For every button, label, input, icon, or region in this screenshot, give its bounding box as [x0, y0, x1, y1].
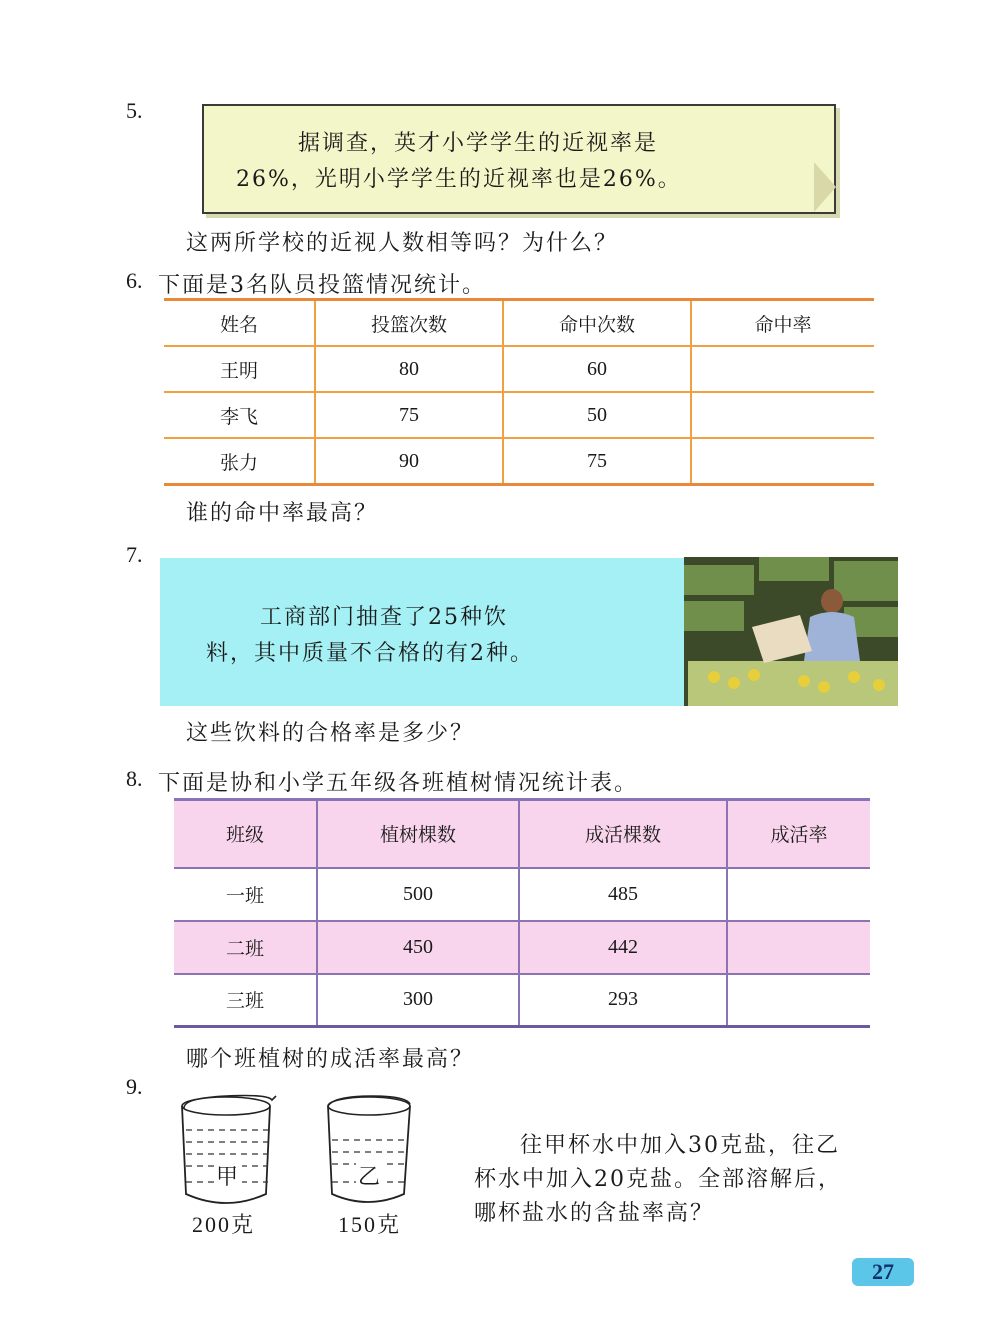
page-curl-decoration: [814, 162, 836, 212]
class-name: 一班: [225, 884, 264, 907]
survey-note-box: [202, 104, 836, 214]
table-row: [174, 868, 870, 921]
survived-cell: 485: [519, 868, 727, 921]
hit-rate-cell: [691, 438, 874, 485]
attempts-cell: 80: [315, 346, 503, 392]
tree-planting-table: [174, 798, 870, 1028]
question-8-intro: 下面是协和小学五年级各班植树情况统计表。: [158, 771, 639, 796]
header-hit-rate: 命中率: [691, 300, 874, 347]
shooting-stats-table: [164, 298, 874, 486]
question-8-number: 8.: [126, 766, 143, 791]
table-header-row: [174, 800, 870, 868]
beaker-a-label: 甲: [214, 1160, 242, 1191]
table-row: [174, 921, 870, 974]
hit-rate-cell: [691, 346, 874, 392]
beaker-b-label: 乙: [356, 1160, 384, 1191]
inspection-note-line-2: 料，其中质量不合格的有2种。: [206, 641, 534, 666]
player-name: 张力: [219, 451, 258, 474]
beaker-b-weight: 150克: [338, 1212, 402, 1237]
class-name: 二班: [225, 937, 264, 960]
question-9-line-3: 哪杯盐水的含盐率高？: [474, 1201, 715, 1226]
inspector-photo: [684, 557, 898, 706]
header-attempts: 投篮次数: [315, 300, 503, 347]
planted-cell: 500: [317, 868, 519, 921]
question-6-number: 6.: [126, 268, 143, 293]
header-survival-rate: 成活率: [727, 800, 870, 868]
attempts-cell: 90: [315, 438, 503, 485]
question-5-number: 5.: [126, 98, 143, 123]
inspection-note-box: [160, 558, 684, 706]
question-7-number: 7.: [126, 542, 143, 567]
question-9-number: 9.: [126, 1074, 143, 1099]
header-planted: 植树棵数: [317, 800, 519, 868]
question-9-line-1: 往甲杯水中加入30克盐，往乙: [520, 1133, 840, 1158]
question-6-text: 谁的命中率最高？: [186, 501, 379, 526]
player-name: 李飞: [219, 405, 258, 428]
header-survived: 成活棵数: [519, 800, 727, 868]
question-6-intro: 下面是3名队员投篮情况统计。: [158, 273, 486, 298]
survival-rate-cell: [727, 868, 870, 921]
question-7-text: 这些饮料的合格率是多少？: [186, 721, 475, 746]
beaker-a-weight: 200克: [192, 1212, 256, 1237]
hits-cell: 75: [503, 438, 691, 485]
hits-cell: 50: [503, 392, 691, 438]
question-9-line-2: 杯水中加入20克盐。全部溶解后，: [474, 1167, 842, 1192]
planted-cell: 300: [317, 974, 519, 1027]
survived-cell: 293: [519, 974, 727, 1027]
hits-cell: 60: [503, 346, 691, 392]
page-number-badge: 27: [852, 1258, 914, 1286]
planted-cell: 450: [317, 921, 519, 974]
class-name: 三班: [225, 990, 264, 1013]
survival-rate-cell: [727, 921, 870, 974]
table-row: [174, 974, 870, 1027]
header-name: 姓名: [219, 313, 258, 336]
survey-note-line-2: 26%，光明小学学生的近视率也是26%。: [236, 167, 682, 192]
attempts-cell: 75: [315, 392, 503, 438]
header-hits: 命中次数: [503, 300, 691, 347]
player-name: 王明: [219, 359, 258, 382]
inspection-note-line-1: 工商部门抽查了25种饮: [260, 605, 508, 630]
table-header-row: [164, 300, 874, 347]
table-row: [164, 346, 874, 392]
inspector-illustration: [684, 557, 898, 706]
question-8-text: 哪个班植树的成活率最高？: [186, 1047, 475, 1072]
question-5-text: 这两所学校的近视人数相等吗？为什么？: [186, 231, 619, 256]
table-row: [164, 438, 874, 485]
header-class: 班级: [225, 824, 264, 847]
table-row: [164, 392, 874, 438]
survey-note-line-1: 据调查，英才小学学生的近视率是: [298, 131, 659, 156]
survived-cell: 442: [519, 921, 727, 974]
survival-rate-cell: [727, 974, 870, 1027]
hit-rate-cell: [691, 392, 874, 438]
